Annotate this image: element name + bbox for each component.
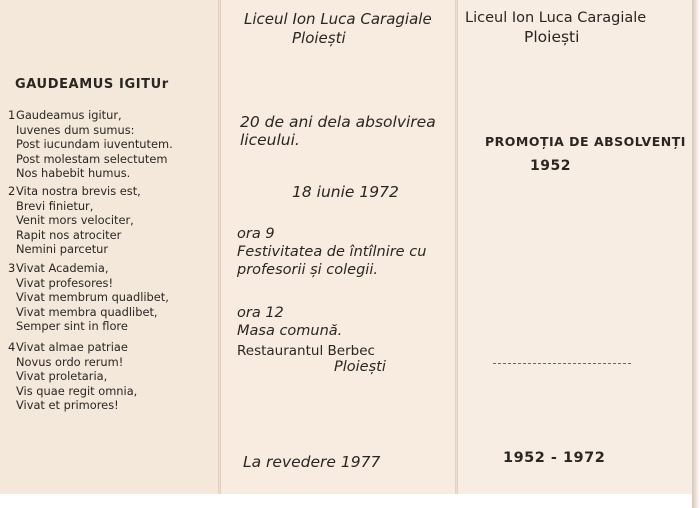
time-label: ora 12 <box>237 305 284 321</box>
verse-line: 4Vivat almae patriae <box>8 340 128 354</box>
verse-line: Vivat membra quadlibet, <box>16 304 158 319</box>
verse <box>8 261 213 334</box>
verse-line: Vivat membrum quadlibet, <box>16 290 169 304</box>
anniversary-line: 20 de ani dela absolvirea <box>240 113 436 131</box>
venue-name: Restaurantul Berbec <box>237 343 375 359</box>
event-description: Festivitatea de întîlnire cu <box>237 244 427 260</box>
verse-line: Vivat et primores! <box>16 398 119 412</box>
verse <box>8 184 213 257</box>
verse-line: Vivat proletaria, <box>16 369 108 383</box>
verse-line: Brevi finietur, <box>16 198 94 213</box>
page-margin <box>0 494 700 508</box>
page-margin <box>692 0 700 508</box>
verse-line: 3Vivat Academia, <box>8 261 109 275</box>
verse-number: 2 <box>8 184 16 198</box>
verse-line: Post molestam selectutem <box>16 151 168 166</box>
verse-line: Semper sint in flore <box>16 319 128 333</box>
verse-line: Novus ordo rerum! <box>16 354 124 369</box>
promotion-title: PROMOȚIA DE ABSOLVENȚI <box>485 134 686 149</box>
verse-line: 2Vita nostra brevis est, <box>8 184 141 198</box>
verse-line: Nemini parcetur <box>16 242 109 256</box>
verse-number: 4 <box>8 340 16 354</box>
event-description: profesorii și colegii. <box>237 262 378 278</box>
venue-city: Ploiești <box>334 359 386 375</box>
verse <box>8 108 213 181</box>
school-city: Ploiești <box>524 28 580 46</box>
school-city: Ploiești <box>292 29 346 47</box>
graduation-year: 1952 <box>530 158 571 174</box>
verse-line: Post iucundam iuventutem. <box>16 137 173 151</box>
verse-line: Vis quae regit omnia, <box>16 383 138 398</box>
right-panel <box>458 0 692 494</box>
verse-number: 1 <box>8 108 16 122</box>
verse-line: Rapit nos atrociter <box>16 227 122 242</box>
verse-line: Nos habebit humus. <box>16 166 131 180</box>
verse-line: Iuvenes dum sumus: <box>16 122 135 137</box>
dashed-line <box>493 363 631 364</box>
anniversary-line: liceului. <box>240 131 300 149</box>
verse <box>8 340 213 413</box>
time-label: ora 9 <box>237 226 275 242</box>
verse-line: Vivat profesores! <box>16 275 114 290</box>
school-name: Liceul Ion Luca Caragiale <box>465 10 647 26</box>
years-range: 1952 - 1972 <box>503 450 606 466</box>
event-description: Masa comună. <box>237 323 343 339</box>
verse-line: 1Gaudeamus igitur, <box>8 108 122 122</box>
verse-number: 3 <box>8 261 16 275</box>
verse-line: Venit mors velociter, <box>16 213 134 227</box>
song-title: GAUDEAMUS IGITUr <box>15 77 169 92</box>
farewell-note: La revedere 1977 <box>243 453 381 471</box>
event-date: 18 iunie 1972 <box>292 183 399 201</box>
school-name: Liceul Ion Luca Caragiale <box>244 10 432 28</box>
